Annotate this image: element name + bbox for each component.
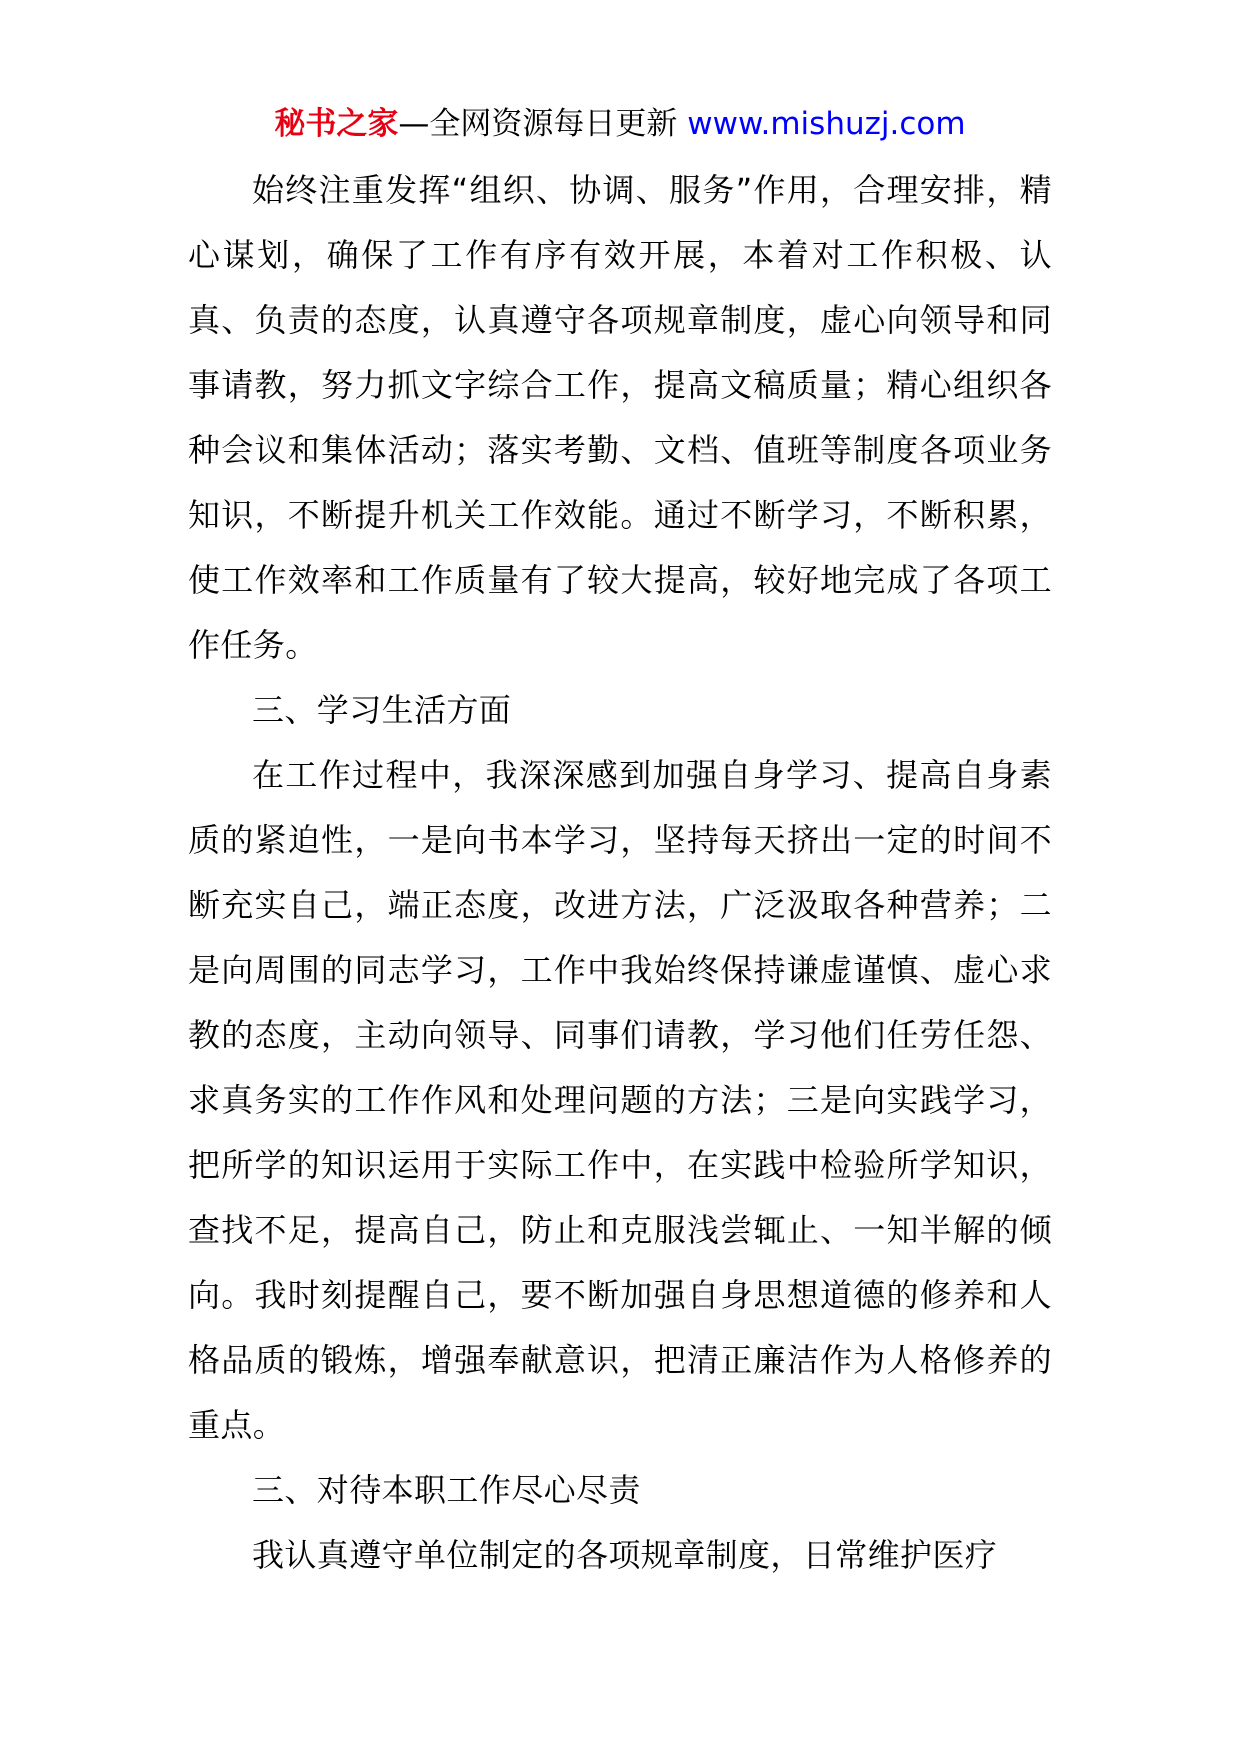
header-brand: 秘书之家 <box>274 106 399 142</box>
page-header <box>0 102 1240 146</box>
document-body <box>188 158 1052 1588</box>
body-paragraph: 在工作过程中，我深深感到加强自身学习、提高自身素质的紧迫性，一是向书本学习，坚持每天挤出一定的时间不断充实自己，端正态度，改进方法，广泛汲取各种营养；二是向周围的同志学习，工作中我始终保持谦虚谨慎、虚心求教的态度，主动向领导、同事们请教，学习他们任劳任怨、求真务实的工作作风和处理问题的方法；三是向实践学习，把所学的知识运用于实际工作中，在实践中检验所学知识，查找不足，提高自己，防止和克服浅尝辄止、一知半解的倾向。我时刻提醒自己，要不断加强自身思想道德的修养和人格品质的锻炼，增强奉献意识，把清正廉洁作为人格修养的重点。 <box>188 756 1052 1444</box>
section-heading: 三、学习生活方面 <box>252 691 512 729</box>
body-paragraph: 我认真遵守单位制定的各项规章制度，日常维护医疗 <box>252 1536 998 1574</box>
header-url[interactable]: www.mishuzj.com <box>687 106 966 142</box>
section-heading: 三、对待本职工作尽心尽责 <box>252 1471 641 1509</box>
header-tagline: —全网资源每日更新 <box>398 106 688 142</box>
body-paragraph: 始终注重发挥“组织、协调、服务”作用，合理安排，精心谋划，确保了工作有序有效开展，本着对工作积极、认真、负责的态度，认真遵守各项规章制度，虚心向领导和同事请教，努力抓文字综合工作，提高文稿质量；精心组织各种会议和集体活动；落实考勤、文档、值班等制度各项业务知识，不断提升机关工作效能。通过不断学习，不断积累，使工作效率和工作质量有了较大提高，较好地完成了各项工作任务。 <box>188 171 1052 664</box>
